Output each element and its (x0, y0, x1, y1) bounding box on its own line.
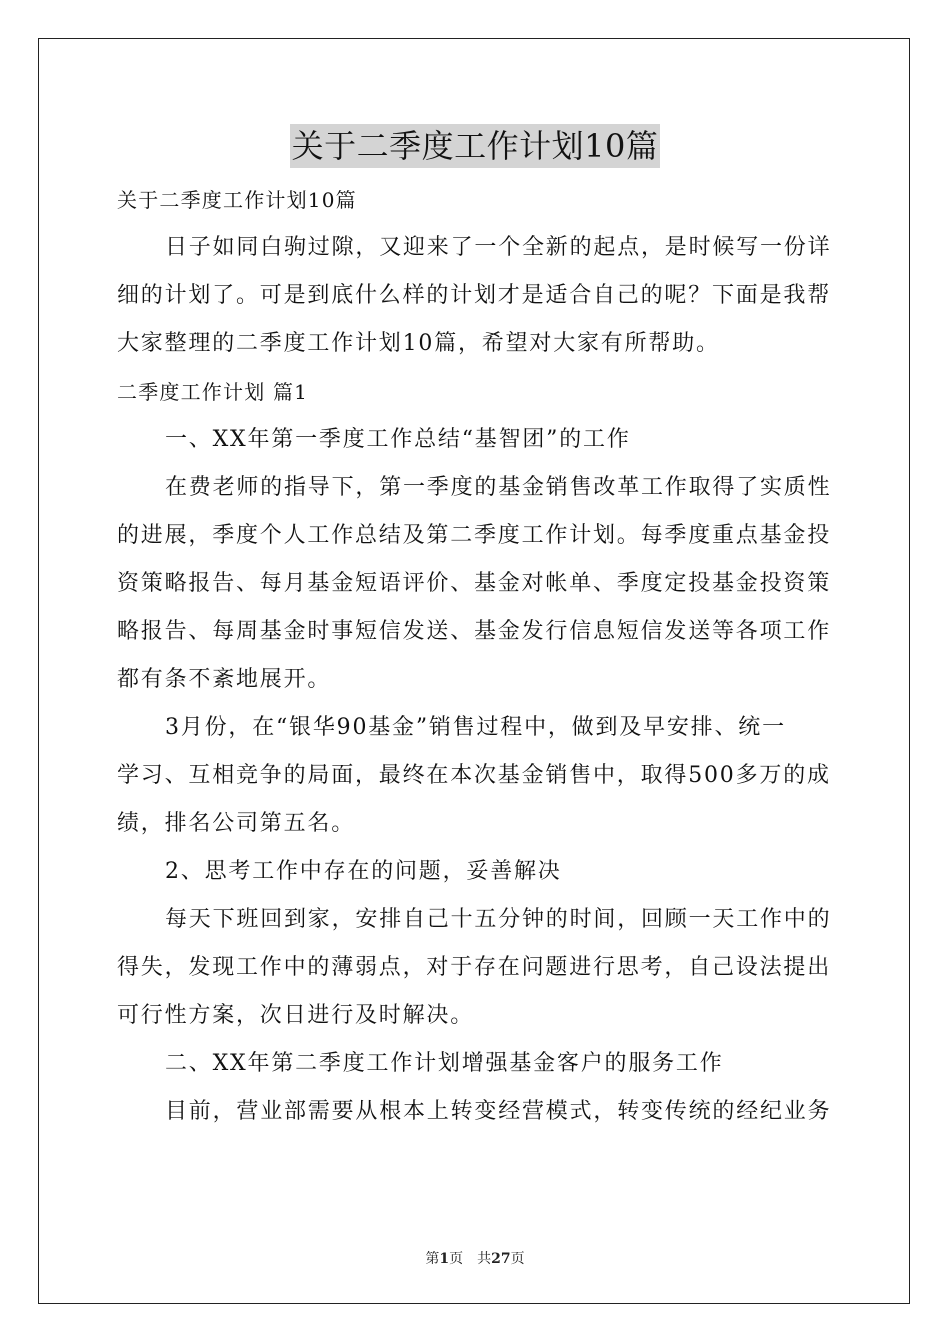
paragraph-line: 都有条不紊地展开。 (117, 667, 332, 692)
paragraph-line: 每天下班回到家，安排自己十五分钟的时间，回顾一天工作中的 (165, 907, 832, 932)
paragraph-line: 3月份，在“银华90基金”销售过程中，做到及早安排、统一 (165, 715, 786, 740)
footer-middle: 页 共 (449, 1251, 492, 1267)
footer-page-number: 1 (439, 1251, 450, 1267)
paragraph-line: 学习、互相竞争的局面，最终在本次基金销售中，取得500多万的成 (117, 763, 831, 788)
document-title: 关于二季度工作计划10篇 (290, 124, 661, 168)
footer-prefix: 第 (425, 1251, 440, 1267)
paragraph-line: 的进展，季度个人工作总结及第二季度工作计划。每季度重点基金投 (117, 523, 832, 548)
subsection-heading: 二、XX年第二季度工作计划增强基金客户的服务工作 (165, 1051, 724, 1076)
section-heading: 二季度工作计划 篇1 (117, 380, 309, 404)
paragraph-line: 资策略报告、每月基金短语评价、基金对帐单、季度定投基金投资策 (117, 571, 832, 596)
page-footer (0, 1248, 950, 1268)
paragraph-line: 细的计划了。可是到底什么样的计划才是适合自己的呢？下面是我帮 (117, 283, 832, 308)
document-body (117, 176, 837, 1136)
paragraph-line: 可行性方案，次日进行及时解决。 (117, 1003, 475, 1028)
title-container (0, 124, 950, 168)
footer-total-pages: 27 (491, 1251, 511, 1267)
paragraph-line: 大家整理的二季度工作计划10篇，希望对大家有所帮助。 (117, 331, 720, 356)
paragraph-line: 在费老师的指导下，第一季度的基金销售改革工作取得了实质性 (165, 475, 832, 500)
paragraph-line: 绩，排名公司第五名。 (117, 811, 356, 836)
paragraph-line: 目前，营业部需要从根本上转变经营模式，转变传统的经纪业务 (165, 1099, 832, 1124)
paragraph-line: 略报告、每周基金时事短信发送、基金发行信息短信发送等各项工作 (117, 619, 832, 644)
subsection-heading: 2、思考工作中存在的问题，妥善解决 (165, 859, 562, 884)
paragraph-line: 日子如同白驹过隙，又迎来了一个全新的起点，是时候写一份详 (165, 235, 832, 260)
subsection-heading: 一、XX年第一季度工作总结“基智团”的工作 (165, 427, 631, 452)
footer-suffix: 页 (510, 1251, 525, 1267)
subtitle-line: 关于二季度工作计划10篇 (117, 188, 357, 212)
paragraph-line: 得失，发现工作中的薄弱点，对于存在问题进行思考，自己设法提出 (117, 955, 832, 980)
